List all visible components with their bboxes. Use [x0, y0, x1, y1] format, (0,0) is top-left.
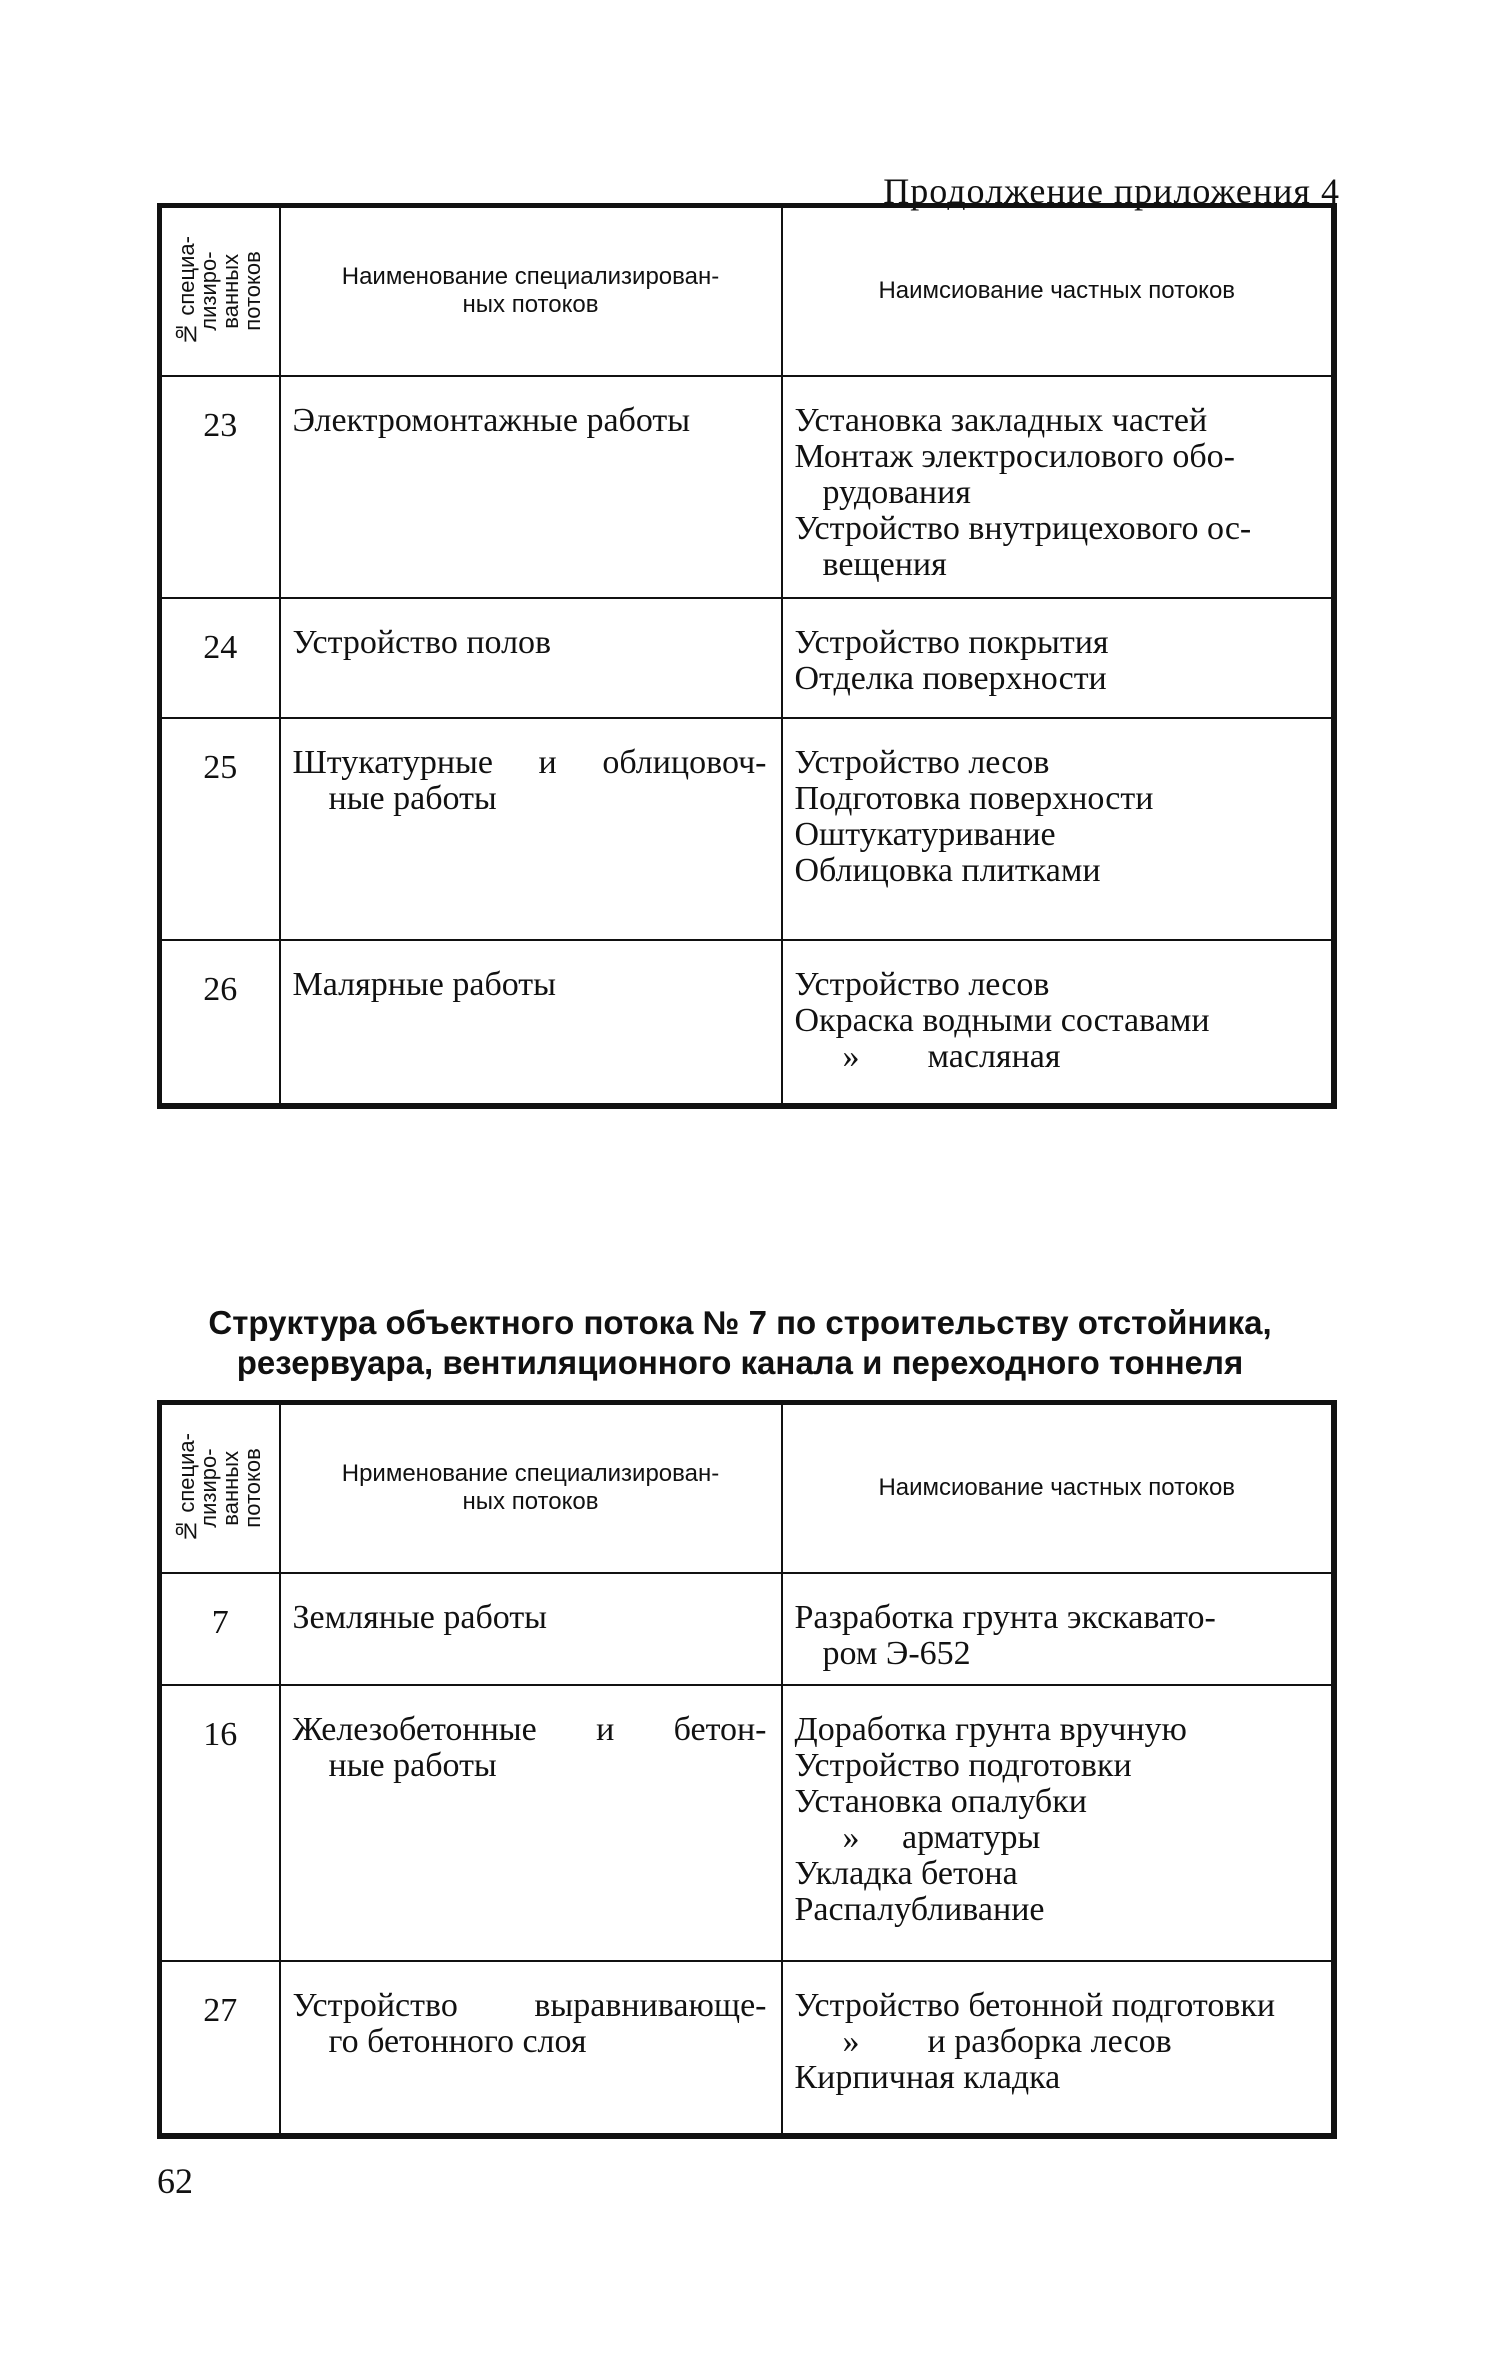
section-title-line: резервуара, вентиляционного канала и переходного тоннеля [236, 1344, 1244, 1381]
spec-flow-cell [280, 1573, 782, 1685]
continuation-label: Продолжение приложения 4 [883, 171, 1340, 211]
partial-flow-line: Окраска водными составами [794, 1001, 1210, 1039]
partial-flow-line: » масляная [842, 1037, 1061, 1075]
table-row [160, 940, 1335, 1106]
spec-flow-line: Железобетонные и бетон- [292, 1710, 767, 1748]
table-header-row [160, 206, 1335, 376]
partial-flow-line: Распалубливание [794, 1890, 1045, 1928]
row-number: 16 [160, 1685, 280, 1961]
section-title-line: Структура объектного потока № 7 по строительству отстойника, [208, 1304, 1272, 1341]
header-num: № специа- лизиро- ванных потоков [174, 1432, 266, 1544]
spec-flow-line: Малярные работы [292, 965, 556, 1003]
row-number: 27 [160, 1961, 280, 2136]
partial-flow-line: » арматуры [842, 1818, 1041, 1856]
partial-flow-line: Монтаж электросилового обо- [794, 437, 1235, 475]
partial-flow-line: Подготовка поверхности [794, 779, 1154, 817]
table-row [160, 376, 1335, 598]
spec-flow-line: Устройство выравнивающе- [292, 1986, 767, 2024]
table-row [160, 598, 1335, 718]
partial-flow-line: Доработка грунта вручную [794, 1710, 1187, 1748]
partial-flow-line: Отделка поверхности [794, 659, 1107, 697]
partial-flow-line: Оштукатуривание [794, 815, 1056, 853]
partial-flow-line: Кирпичная кладка [794, 2058, 1061, 2096]
partial-flow-line: вещения [822, 545, 947, 583]
spec-flow-cell [280, 1685, 782, 1961]
row-number: 23 [160, 376, 280, 598]
partial-flow-line: Укладка бетона [794, 1854, 1018, 1892]
table-row [160, 1961, 1335, 2136]
partial-flow-line: Облицовка плитками [794, 851, 1101, 889]
table-row [160, 1685, 1335, 1961]
spec-flow-line: го бетонного слоя [328, 2022, 587, 2060]
table-row [160, 718, 1335, 940]
row-number: 7 [160, 1573, 280, 1685]
spec-flow-cell [280, 718, 782, 940]
partial-flows-cell [782, 718, 1335, 940]
partial-flow-line: Устройство бетонной подготовки [794, 1986, 1276, 2024]
spec-flow-line: Электромонтажные работы [292, 401, 691, 439]
page-number: 62 [157, 2161, 193, 2201]
spec-flow-cell [280, 1961, 782, 2136]
row-number: 25 [160, 718, 280, 940]
partial-flows-cell [782, 1573, 1335, 1685]
table-row [160, 1573, 1335, 1685]
spec-flow-cell [280, 598, 782, 718]
header-partial: Наимсиование частных потоков [878, 277, 1236, 305]
spec-flow-line: ные работы [328, 779, 497, 817]
spec-flow-line: ные работы [328, 1746, 497, 1784]
partial-flow-line: рудования [822, 473, 971, 511]
partial-flows-cell [782, 1685, 1335, 1961]
table-top [157, 203, 1337, 1109]
spec-flow-cell [280, 940, 782, 1106]
partial-flow-line: ром Э-652 [822, 1634, 971, 1672]
spec-flow-line: Устройство полов [292, 623, 552, 661]
partial-flow-line: Устройство подготовки [794, 1746, 1132, 1784]
partial-flows-cell [782, 940, 1335, 1106]
table-header-row [160, 1403, 1335, 1573]
partial-flows-cell [782, 598, 1335, 718]
partial-flows-cell [782, 1961, 1335, 2136]
partial-flows-cell [782, 376, 1335, 598]
partial-flow-line: Устройство лесов [794, 965, 1050, 1003]
row-number: 26 [160, 940, 280, 1106]
spec-flow-line: Штукатурные и облицовоч- [292, 743, 767, 781]
header-spec: Наименование специализирован- ных потоков [341, 263, 720, 319]
partial-flow-line: » и разборка лесов [842, 2022, 1172, 2060]
header-spec: Нрименование специализирован- ных потоков [341, 1460, 720, 1516]
header-num: № специа- лизиро- ванных потоков [174, 235, 266, 347]
row-number: 24 [160, 598, 280, 718]
partial-flow-line: Разработка грунта экскавато- [794, 1598, 1216, 1636]
table-bottom [157, 1400, 1337, 2139]
partial-flow-line: Устройство покрытия [794, 623, 1109, 661]
partial-flow-line: Установка опалубки [794, 1782, 1087, 1820]
partial-flow-line: Устройство внутрицехового ос- [794, 509, 1252, 547]
partial-flow-line: Устройство лесов [794, 743, 1050, 781]
partial-flow-line: Установка закладных частей [794, 401, 1208, 439]
spec-flow-line: Земляные работы [292, 1598, 548, 1636]
section-title [120, 1303, 1360, 1383]
spec-flow-cell [280, 376, 782, 598]
header-partial: Наимсиование частных потоков [878, 1474, 1236, 1502]
